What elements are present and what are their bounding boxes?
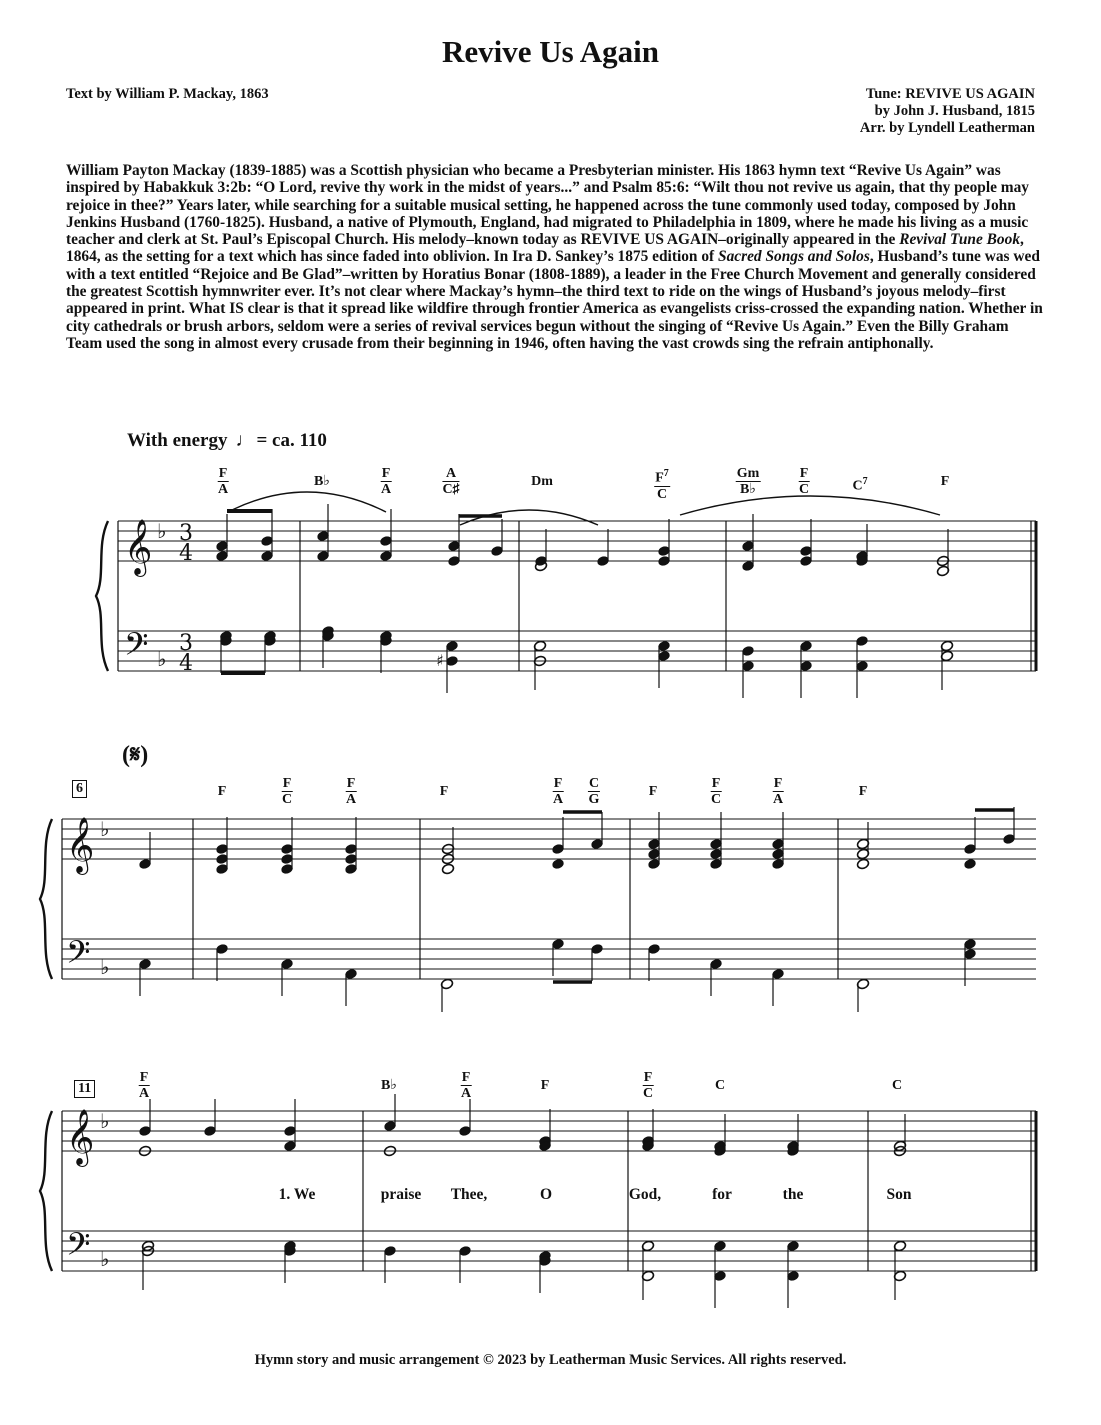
chord-symbol: B♭ — [381, 1078, 397, 1093]
lyric-syllable: O — [539, 1186, 553, 1203]
chord-bass: A — [460, 1086, 472, 1101]
key-signature-flat-icon: ♭ — [100, 817, 110, 841]
text-credit: Text by William P. Mackay, 1863 — [66, 86, 269, 102]
time-signature-denominator: 4 — [179, 541, 193, 566]
bass-clef-icon: 𝄢 — [66, 1226, 91, 1270]
story-text-3: , Husband’s tune was wed with a text entitled “Rejoice and Be Glad”–written by Horatius Bonar (1808-1889), a leader in the Free Church Movement and generally considered the greatest Scottish hymnwriter ever. It’s not clear where Mackay’s hymn–the third text to ride on the wings of Husband’s joyous melody–first appeared in print. What IS clear is that it spread like wildfire through frontier America as evangelists criss-crossed the expanding nation. Whether in city cathedrals or brush arbors, seldom were a series of revival services begun without the singing of “Revive Us Again.” Even the Billy Graham Team used the song in almost every crusade from their beginning in 1946, often having the vast crowds sing the refrain antiphonally. — [66, 248, 1043, 352]
measure-number-6: 6 — [72, 780, 87, 798]
book-title-sacred-songs: Sacred Songs and Solos — [718, 248, 870, 266]
chord-bass: A — [772, 792, 784, 807]
chord-bass: A — [138, 1086, 150, 1101]
notehead — [441, 863, 454, 875]
lyric-syllable: praise — [380, 1186, 422, 1203]
story-text-1: William Payton Mackay (1839-1885) was a Scottish physician who became a Presbyterian minister. His 1863 hymn text “Revive Us Again” was inspired by Habakkuk 3:2b: “O Lord, revive thy work in the midst of years...” and Psalm 85:6: “Wilt thou not revive us again, that thy people may rejoice in thee?” Years later, while searching for a suitable musical setting, he happened across the tune commonly used today, composed by John Jenkins Husband (1760-1825). Husband, a native of Plymouth, England, had migrated to Philadelphia in 1809, where he made his living as a music teacher and clerk at St. Paul’s Episcopal Church. His melody–known today as REVIVE US AGAIN–originally appeared in the — [66, 162, 1029, 249]
chord-symbol: F — [217, 784, 227, 799]
lyric-syllable: Thee, — [450, 1186, 488, 1203]
chord-bass: A — [552, 792, 564, 807]
copyright-footer: Hymn story and music arrangement © 2023 by Leatherman Music Services. All rights reserved. — [254, 1352, 847, 1368]
chord-symbol: F — [540, 1078, 550, 1093]
treble-clef-icon: 𝄞 — [66, 817, 95, 873]
chord-symbol: F — [858, 784, 868, 799]
slur — [680, 496, 940, 515]
chord-symbol: $C^7$ — [852, 476, 868, 494]
key-signature-flat-icon: ♭ — [100, 1247, 110, 1271]
bass-clef-icon: 𝄢 — [66, 934, 91, 978]
chord-bass: C♯ — [442, 482, 460, 497]
story-text-2: , 1864, as the setting for a text which has since faded into oblivion. In Ira D. Sankey’s 1875 edition of — [66, 231, 1024, 266]
tempo-value: = ca. 110 — [256, 430, 327, 451]
chord-symbol: F — [648, 784, 658, 799]
lyric-syllable: God, — [628, 1186, 662, 1203]
chord-bass: A — [345, 792, 357, 807]
chord-numerator: A — [442, 466, 459, 482]
segno-sign: (𝄋) — [122, 742, 149, 768]
chord-numerator: F — [711, 776, 721, 791]
chord-numerator: C — [588, 776, 600, 791]
chord-symbol: C — [891, 1078, 903, 1093]
chord-numerator: F — [643, 1070, 653, 1085]
quarter-note-icon: ♩ — [235, 430, 255, 451]
chord-bass: C — [281, 792, 293, 807]
chord-numerator: F — [799, 466, 809, 481]
chord-numerator: F — [461, 1070, 471, 1085]
time-signature-numerator: 3 — [179, 631, 193, 656]
chord-symbol: F — [940, 474, 950, 489]
grand-staff-brace — [40, 1111, 52, 1271]
chord-numerator: F — [773, 776, 783, 791]
tempo-text: With energy — [127, 430, 228, 451]
bass-clef-icon: 𝄢 — [124, 626, 149, 670]
chord-bass: A — [380, 482, 392, 497]
chord-symbol: Dm — [531, 474, 553, 489]
key-signature-flat-icon: ♭ — [100, 955, 110, 979]
lyric-syllable: Son — [886, 1186, 912, 1203]
lyric-syllable: the — [782, 1186, 804, 1203]
key-signature-flat-icon: ♭ — [157, 519, 167, 543]
notehead — [856, 858, 869, 870]
measure-number-11: 11 — [74, 1080, 95, 1098]
chord-bass: C — [798, 482, 810, 497]
chord-bass: G — [588, 792, 600, 807]
chord-numerator: $F^7$ — [655, 468, 669, 486]
chord-numerator: Gm — [736, 466, 760, 481]
key-signature-flat-icon: ♭ — [100, 1109, 110, 1133]
chord-symbol: C — [714, 1078, 726, 1093]
key-signature-flat-icon: ♭ — [157, 647, 167, 671]
time-signature-denominator: 4 — [179, 651, 193, 676]
notehead — [963, 858, 976, 870]
treble-clef-icon: 𝄞 — [124, 519, 153, 575]
arranger-credit: Arr. by Lyndell Leatherman — [859, 120, 1035, 136]
grand-staff-brace — [96, 521, 108, 671]
grand-staff-brace — [40, 819, 52, 979]
chord-numerator: F — [139, 1070, 149, 1085]
notehead — [551, 858, 564, 870]
lyric-syllable: 1. We — [278, 1186, 316, 1203]
chord-numerator: F — [282, 776, 292, 791]
sharp-icon: ♯ — [436, 651, 444, 670]
lyric-syllable: for — [712, 1186, 732, 1203]
treble-clef-icon: 𝄞 — [66, 1109, 95, 1165]
chord-numerator: F — [346, 776, 356, 791]
time-signature-numerator: 3 — [179, 521, 193, 546]
chord-numerator: F — [381, 466, 391, 481]
slur — [460, 510, 598, 525]
chord-bass: B♭ — [740, 482, 756, 497]
composer-credit: by John J. Husband, 1815 — [874, 103, 1035, 119]
chord-bass: C — [710, 792, 722, 807]
chord-numerator: F — [218, 466, 228, 481]
chord-bass: C — [656, 486, 668, 502]
chord-bass: C — [642, 1086, 654, 1101]
chord-bass: A — [217, 482, 229, 497]
tune-name: Tune: REVIVE US AGAIN — [865, 86, 1035, 102]
chord-symbol: B♭ — [314, 474, 330, 489]
page-title: Revive Us Again — [442, 34, 659, 69]
book-title-revival-tune-book: Revival Tune Book — [899, 231, 1021, 249]
chord-numerator: F — [553, 776, 563, 791]
chord-symbol: F — [439, 784, 449, 799]
